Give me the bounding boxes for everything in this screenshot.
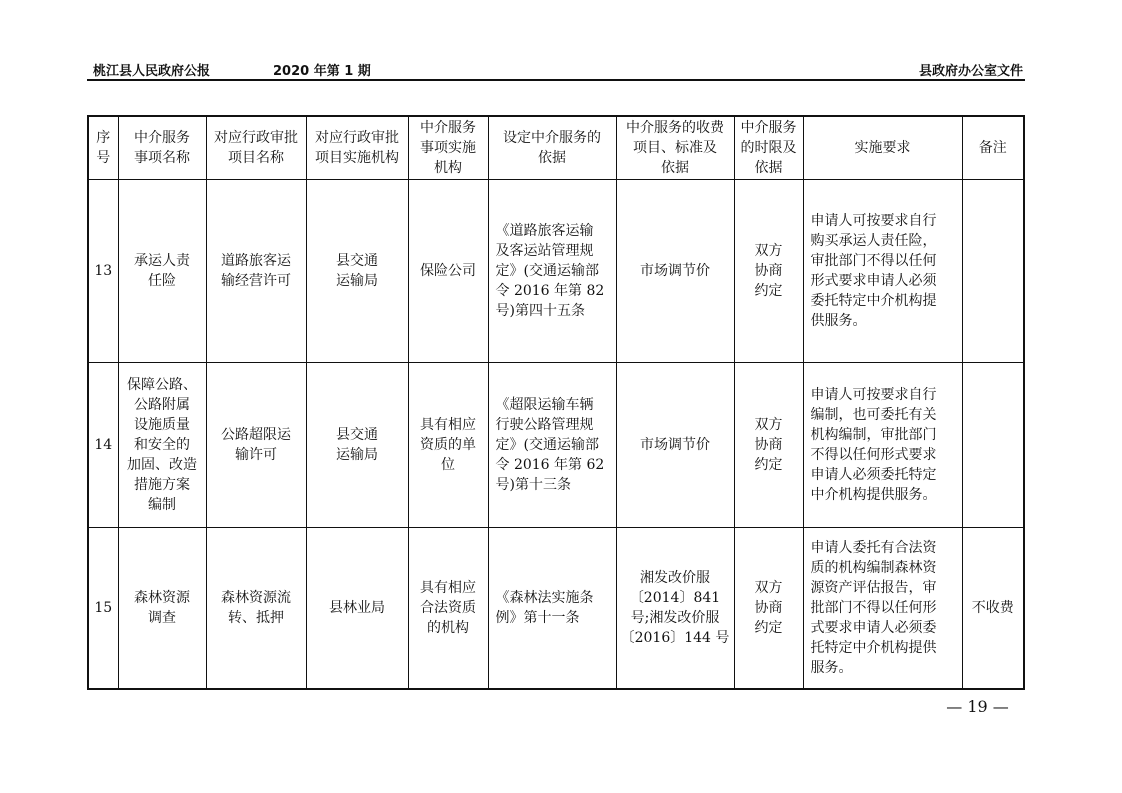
requirement: 申请人可按要求自行 编制，也可委托有关 机构编制，审批部门 不得以任何形式要求 申请人必须委托特定 中介机构提供服务。 — [803, 363, 962, 528]
row-no: 15 — [88, 528, 118, 689]
issue-number: 2020 年第 1 期 — [273, 64, 371, 79]
table-header-row — [88, 116, 1024, 180]
requirement: 申请人委托有合法资 质的机构编制森林资 源资产评估报告，审 批部门不得以任何形 式要求申请人必须委 托特定中介机构提供 服务。 — [803, 528, 962, 689]
approval-agency: 县交通 运输局 — [306, 180, 408, 363]
header-time-limit: 中介服务 的时限及 依据 — [734, 116, 803, 180]
header-rule — [87, 79, 1025, 81]
header-approval-agency: 对应行政审批 项目实施机构 — [306, 116, 408, 180]
header-item-name: 中介服务 事项名称 — [118, 116, 206, 180]
fee-standard: 市场调节价 — [616, 180, 734, 363]
fee-standard: 湘发改价服 〔2014〕841 号;湘发改价服 〔2016〕144 号 — [616, 528, 734, 689]
approval-agency: 县林业局 — [306, 528, 408, 689]
remark — [962, 180, 1024, 363]
approval-name: 道路旅客运 输经营许可 — [206, 180, 306, 363]
legal-basis: 《道路旅客运输 及客运站管理规 定》(交通运输部 令 2016 年第 82 号)第四十五条 — [488, 180, 616, 363]
legal-basis: 《超限运输车辆 行驶公路管理规 定》(交通运输部 令 2016 年第 62 号)第十三条 — [488, 363, 616, 528]
item-name: 保障公路、 公路附属 设施质量 和安全的 加固、改造 措施方案 编制 — [118, 363, 206, 528]
page-number: — 19 — — [946, 697, 1009, 716]
fee-standard: 市场调节价 — [616, 363, 734, 528]
service-agency: 保险公司 — [408, 180, 488, 363]
approval-name: 公路超限运 输许可 — [206, 363, 306, 528]
time-limit: 双方 协商 约定 — [734, 180, 803, 363]
approval-agency: 县交通 运输局 — [306, 363, 408, 528]
header-fee: 中介服务的收费 项目、标准及 依据 — [616, 116, 734, 180]
header-remark: 备注 — [962, 116, 1024, 180]
requirement: 申请人可按要求自行 购买承运人责任险， 审批部门不得以任何 形式要求申请人必须 委托特定中介机构提 供服务。 — [803, 180, 962, 363]
remark — [962, 363, 1024, 528]
time-limit: 双方 协商 约定 — [734, 528, 803, 689]
table-row — [88, 363, 1024, 528]
header-approval-name: 对应行政审批 项目名称 — [206, 116, 306, 180]
header-requirement: 实施要求 — [803, 116, 962, 180]
item-name: 承运人责 任险 — [118, 180, 206, 363]
page-header — [87, 58, 1025, 78]
approval-name: 森林资源流 转、抵押 — [206, 528, 306, 689]
table-row — [88, 528, 1024, 689]
row-no: 13 — [88, 180, 118, 363]
section-title: 县政府办公室文件 — [918, 64, 1023, 79]
service-agency: 具有相应 资质的单 位 — [408, 363, 488, 528]
header-basis: 设定中介服务的 依据 — [488, 116, 616, 180]
service-agency: 具有相应 合法资质 的机构 — [408, 528, 488, 689]
legal-basis: 《森林法实施条 例》第十一条 — [488, 528, 616, 689]
item-name: 森林资源 调查 — [118, 528, 206, 689]
header-no: 序 号 — [88, 116, 118, 180]
time-limit: 双方 协商 约定 — [734, 363, 803, 528]
intermediary-services-table — [87, 115, 1025, 690]
table-row — [88, 180, 1024, 363]
header-service-agency: 中介服务 事项实施 机构 — [408, 116, 488, 180]
remark: 不收费 — [962, 528, 1024, 689]
bulletin-title: 桃江县人民政府公报 — [93, 64, 211, 79]
row-no: 14 — [88, 363, 118, 528]
